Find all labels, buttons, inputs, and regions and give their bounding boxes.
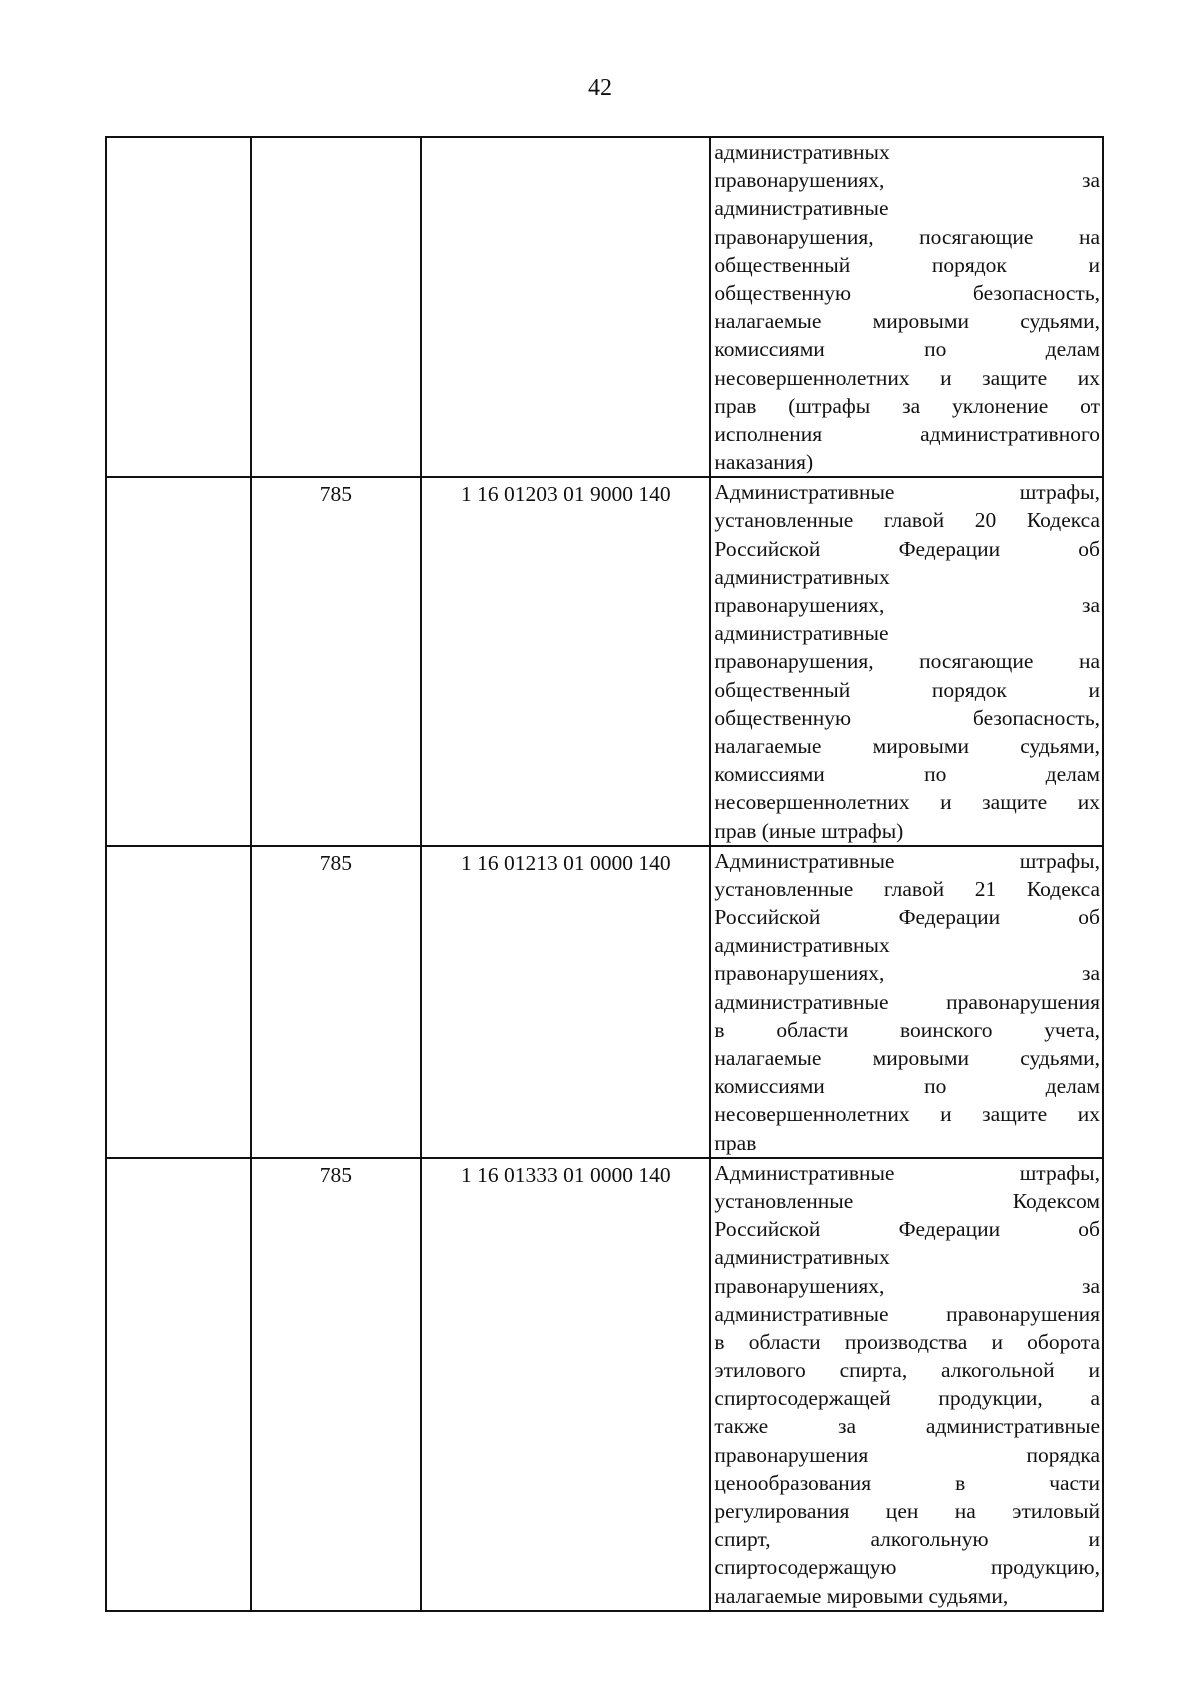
description-line: Административные штрафы, <box>714 848 1100 873</box>
revenue-codes-table <box>105 136 1104 1612</box>
description-line: административных <box>714 564 890 589</box>
description-line: ценообразования в части <box>714 1470 1100 1495</box>
description-line: спиртосодержащую продукцию, <box>714 1555 1100 1580</box>
description-line: исполнения административного <box>714 421 1100 446</box>
description-line: наказания) <box>714 450 814 475</box>
description-line: административные <box>714 196 889 221</box>
admin-code-cell: 785 <box>251 846 422 1158</box>
admin-code-cell: 785 <box>251 1158 422 1611</box>
page-number: 42 <box>588 75 612 101</box>
description-line: налагаемые мировыми судьями, <box>714 309 1100 334</box>
description-line: общественный порядок и <box>714 252 1100 277</box>
description-line: этилового спирта, алкогольной и <box>714 1358 1100 1383</box>
description-line: также за административные <box>714 1414 1100 1439</box>
table-row <box>106 477 1103 845</box>
description-line: спирт, алкогольную и <box>714 1527 1100 1552</box>
description-line: установленные главой 21 Кодекса <box>714 876 1100 901</box>
description-line: административных <box>714 140 890 164</box>
description-line: административные правонарушения <box>714 1301 1100 1326</box>
description-line: прав <box>714 1130 757 1155</box>
description-line: прав (иные штрафы) <box>714 818 904 843</box>
description-line: налагаемые мировыми судьями, <box>714 1583 1009 1608</box>
description-cell <box>710 1158 1103 1611</box>
kbk-code-cell <box>421 137 710 477</box>
table-row <box>106 137 1103 477</box>
description-line: правонарушения, посягающие на <box>714 649 1100 674</box>
empty-cell <box>106 477 251 845</box>
description-line: Российской Федерации об <box>714 536 1100 561</box>
description-line: правонарушения порядка <box>714 1442 1100 1467</box>
admin-code-cell: 785 <box>251 477 422 845</box>
description-line: административных <box>714 933 890 958</box>
description-cell <box>710 846 1103 1158</box>
description-line: в области воинского учета, <box>714 1017 1100 1042</box>
kbk-code-cell: 1 16 01203 01 9000 140 <box>421 477 710 845</box>
empty-cell <box>106 1158 251 1611</box>
empty-cell <box>106 846 251 1158</box>
description-line: административные правонарушения <box>714 989 1100 1014</box>
description-line: несовершеннолетних и защите их <box>714 1102 1100 1127</box>
admin-code-cell <box>251 137 422 477</box>
description-line: несовершеннолетних и защите их <box>714 790 1100 815</box>
description-line: налагаемые мировыми судьями, <box>714 1046 1100 1070</box>
description-cell <box>710 137 1103 477</box>
description-line: Российской Федерации об <box>714 905 1100 930</box>
description-line: правонарушениях, за <box>714 961 1100 986</box>
description-line: установленные главой 20 Кодекса <box>714 508 1100 533</box>
description-line: правонарушениях, за <box>714 593 1100 617</box>
description-line: административных <box>714 1245 890 1270</box>
description-line: комиссиями по делам <box>714 762 1100 787</box>
description-line: общественный порядок и <box>714 677 1100 702</box>
description-line: Административные штрафы, <box>714 1160 1100 1185</box>
description-line: административные <box>714 621 889 646</box>
description-line: комиссиями по делам <box>714 1074 1100 1099</box>
kbk-code-cell: 1 16 01333 01 0000 140 <box>421 1158 710 1611</box>
description-line: Российской Федерации об <box>714 1217 1100 1242</box>
description-line: правонарушениях, за <box>714 168 1100 193</box>
description-line: в области производства и оборота <box>714 1329 1100 1354</box>
description-cell <box>710 477 1103 845</box>
description-line: общественную безопасность, <box>714 280 1100 305</box>
description-line: Административные штрафы, <box>714 480 1100 505</box>
empty-cell <box>106 137 251 477</box>
description-line: правонарушения, посягающие на <box>714 224 1100 249</box>
description-line: налагаемые мировыми судьями, <box>714 733 1100 758</box>
kbk-code-cell: 1 16 01213 01 0000 140 <box>421 846 710 1158</box>
description-line: регулирования цен на этиловый <box>714 1499 1100 1523</box>
description-line: правонарушениях, за <box>714 1273 1100 1298</box>
description-line: спиртосодержащей продукции, а <box>714 1386 1100 1411</box>
description-line: прав (штрафы за уклонение от <box>714 393 1100 418</box>
description-line: несовершеннолетних и защите их <box>714 365 1100 390</box>
table-row <box>106 846 1103 1158</box>
description-line: общественную безопасность, <box>714 705 1100 730</box>
description-line: установленные Кодексом <box>714 1188 1100 1213</box>
table-body <box>106 137 1103 1611</box>
table-row <box>106 1158 1103 1611</box>
description-line: комиссиями по делам <box>714 337 1100 362</box>
